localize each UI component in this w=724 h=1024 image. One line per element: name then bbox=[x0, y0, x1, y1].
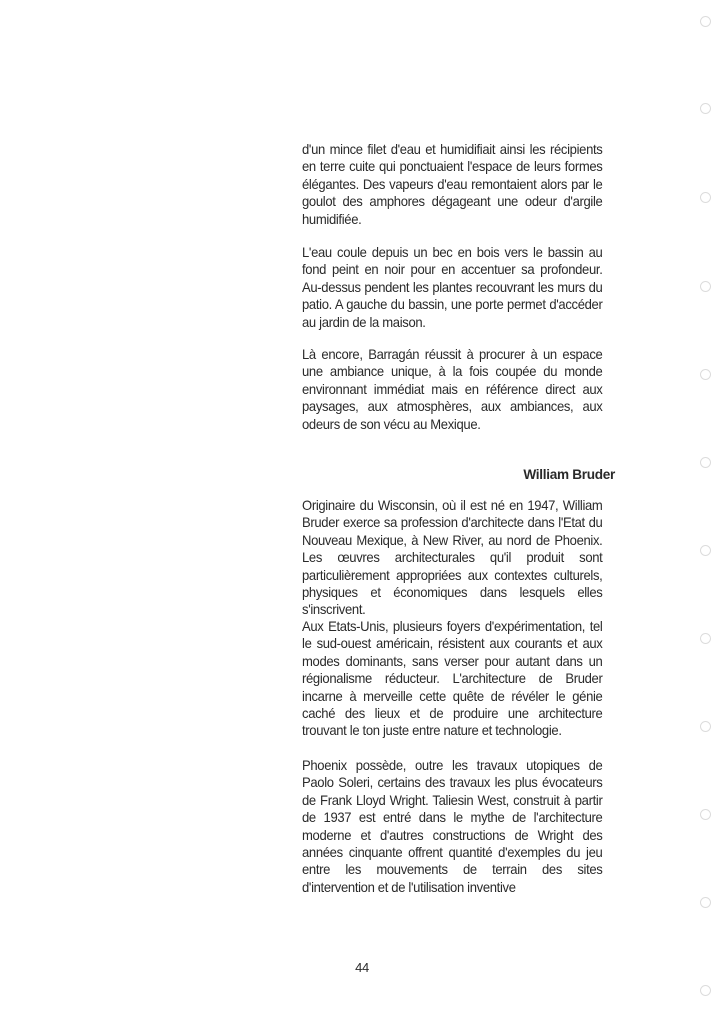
page-number: 44 bbox=[355, 960, 369, 975]
binder-hole bbox=[700, 985, 711, 996]
paragraph-text: Originaire du Wisconsin, où il est né en 1947, William Bruder exerce sa profession d'architecte dans l'Etat du Nouveau Mexique, à New River, au nord de Phoenix. Les œuvres architecturales qu'il produit sont particulièrement appropriées aux contextes culturels, physiques et économiques dans lesquels elles s'inscrivent. bbox=[302, 498, 603, 618]
paragraph-barragan-ambiance bbox=[302, 346, 602, 433]
binder-hole bbox=[700, 192, 711, 203]
binder-hole bbox=[700, 809, 711, 820]
binder-hole bbox=[700, 281, 711, 292]
binder-hole bbox=[700, 457, 711, 468]
section-heading: William Bruder bbox=[523, 467, 615, 482]
binder-holes bbox=[700, 0, 714, 1024]
paragraph-experimentation bbox=[302, 618, 602, 740]
binder-hole bbox=[700, 103, 711, 114]
binder-hole bbox=[700, 545, 711, 556]
paragraph-text: L'eau coule depuis un bec en bois vers le bassin au fond peint en noir pour en accentuer sa profondeur. Au-dessus pendent les plantes recouvrant les murs du patio. A gauche du bassin, une porte permet d'accéder au jardin de la maison. bbox=[302, 245, 603, 330]
paragraph-bruder-origin bbox=[302, 497, 602, 619]
paragraph-basin bbox=[302, 244, 602, 331]
binder-hole bbox=[700, 633, 711, 644]
paragraph-text: Phoenix possède, outre les travaux utopiques de Paolo Soleri, certains des travaux les plus évocateurs de Frank Lloyd Wright. Taliesin West, construit à partir de 1937 est entré dans le mythe de l'architecture moderne et d'autres constructions de Wright des années cinquante offrent quantité d'exemples du jeu entre les mouvements de terrain des sites d'intervention et de l'utilisation inventive bbox=[302, 758, 603, 895]
paragraph-text: Aux Etats-Unis, plusieurs foyers d'expérimentation, tel le sud-ouest américain, résistent aux courants et aux modes dominants, sans verser pour autant dans un régionalisme réducteur. L'architecture de Bruder incarne à merveille cette quête de révéler le génie caché des lieux et de produire une architecture trouvant le ton juste entre nature et technologie. bbox=[302, 619, 603, 739]
binder-hole bbox=[700, 721, 711, 732]
binder-hole bbox=[700, 16, 711, 27]
paragraph-text: d'un mince filet d'eau et humidifiait ainsi les récipients en terre cuite qui ponctuaient l'espace de leurs formes élégantes. Des vapeurs d'eau remontaient alors par le goulot des amphores dégageant une odeur d'argile humidifiée. bbox=[302, 142, 603, 227]
paragraph-phoenix bbox=[302, 757, 602, 896]
binder-hole bbox=[700, 369, 711, 380]
paragraph-text: Là encore, Barragán réussit à procurer à un espace une ambiance unique, à la fois coupée du monde environnant immédiat mais en référence direct aux paysages, aux atmosphères, aux ambiances, aux odeurs de son vécu au Mexique. bbox=[302, 347, 603, 432]
binder-hole bbox=[700, 897, 711, 908]
paragraph-patio-water bbox=[302, 141, 602, 228]
